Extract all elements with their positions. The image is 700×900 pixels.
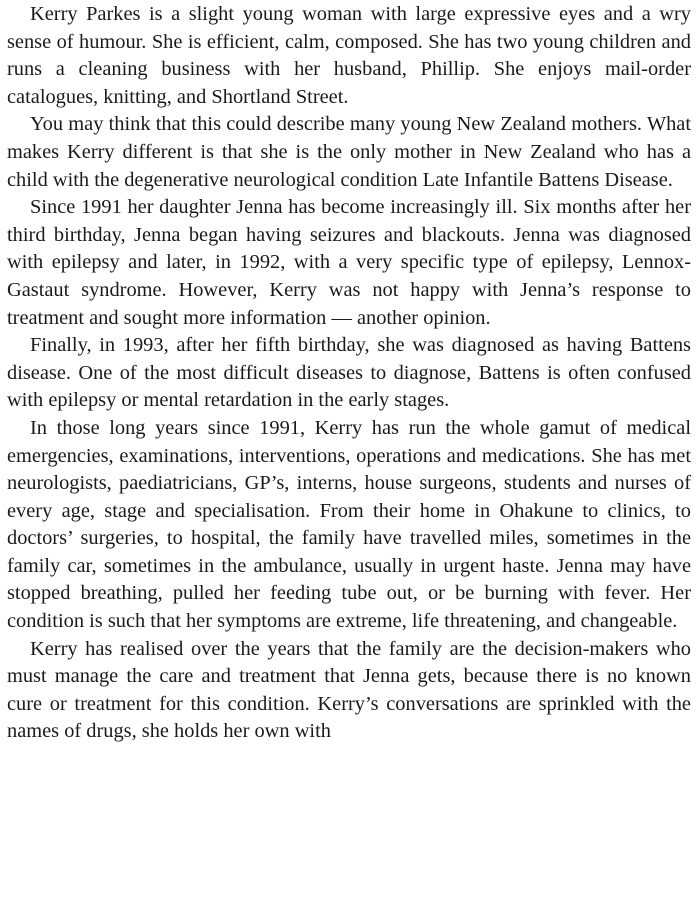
paragraph-1: Kerry Parkes is a slight young woman with large expressive eyes and a wry sense of humour. She is efficient, calm, composed. She has two young children and runs a cleaning business with her husband, Phillip. She enjoys mail-order catalogues, knitting, and Shortland Street. bbox=[7, 3, 691, 108]
paragraph-6: Kerry has realised over the years that the family are the decision-makers who must manage the care and treatment that Jenna gets, because there is no known cure or treatment for this condition. Kerry’s conversations are sprinkled with the names of drugs, she holds her own with bbox=[7, 637, 691, 743]
paragraph-2: You may think that this could describe many young New Zealand mothers. What makes Kerry different is that she is the only mother in New Zealand who has a child with the degenerative neurological condition Late Infantile Battens Disease. bbox=[7, 113, 691, 191]
paragraph-4: Finally, in 1993, after her fifth birthday, she was diagnosed as having Battens disease. One of the most difficult diseases to diagnose, Battens is often confused with epilepsy or mental retardation in the early stages. bbox=[7, 334, 691, 412]
paragraph-3: Since 1991 her daughter Jenna has become increasingly ill. Six months after her third birthday, Jenna began having seizures and blackouts. Jenna was diagnosed with epilepsy and later, in 1992, with a very specific type of epilepsy, Lennox-Gastaut syndrome. However, Kerry was not happy with Jenna’s response to treatment and sought more information — another opinion. bbox=[7, 196, 691, 329]
paragraph-5: In those long years since 1991, Kerry has run the whole gamut of medical emergencies, examinations, interventions, operations and medications. She has met neurologists, paediatricians, GP’s, interns, house surgeons, students and nurses of every age, stage and specialisation. From their home in Ohakune to clinics, to doctors’ surgeries, to hospital, the family have travelled miles, sometimes in the family car, sometimes in the ambulance, usually in urgent haste. Jenna may have stopped breathing, pulled her feeding tube out, or be burning with fever. Her condition is such that her symptoms are extreme, life threatening, and changeable. bbox=[7, 416, 691, 633]
